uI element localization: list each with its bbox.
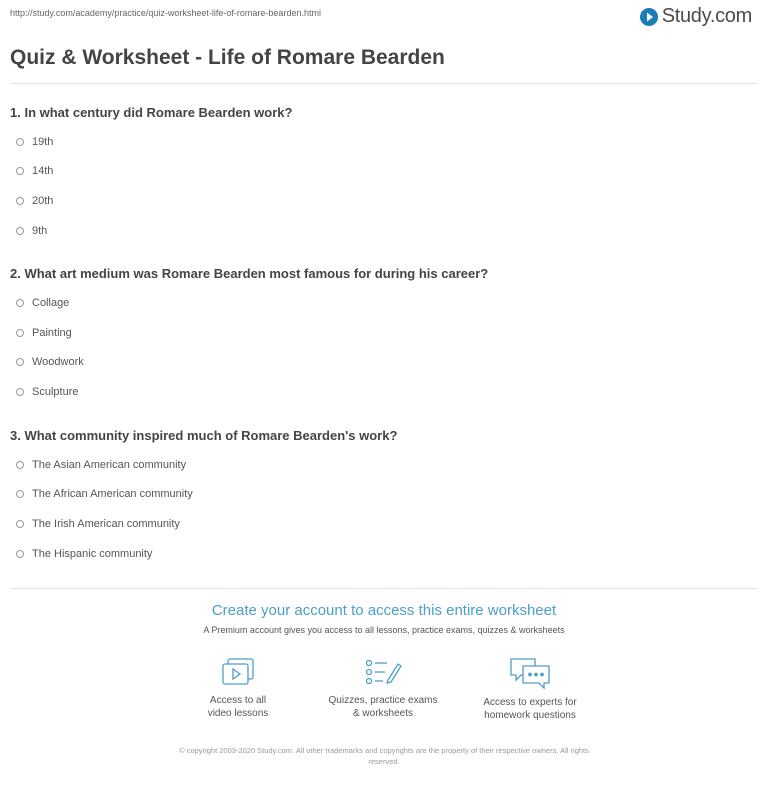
q2-choice-4[interactable]	[16, 386, 78, 398]
feature-text	[460, 696, 600, 722]
page-url: http://study.com/academy/practice/quiz-worksheet-life-of-romare-bearden.html	[10, 8, 321, 18]
feature-line: Access to all	[209, 695, 267, 706]
radio-button[interactable]	[16, 490, 24, 498]
footer-line: © copyright 2003-2020 Study.com. All other trademarks and copyrights are the property of their respective owners. All rights	[179, 746, 589, 755]
feature-line: video lessons	[207, 708, 269, 719]
radio-button[interactable]	[16, 299, 24, 307]
question-2: 2. What art medium was Romare Bearden most famous for during his career?	[10, 266, 489, 281]
study-logo[interactable]	[639, 5, 752, 28]
feature-quizzes	[313, 656, 453, 720]
choice-label: Sculpture	[32, 386, 79, 398]
cta-title[interactable]: Create your account to access this entire worksheet	[211, 602, 557, 619]
choice-label: 9th	[32, 225, 48, 237]
choice-label: Painting	[32, 327, 72, 339]
radio-button[interactable]	[16, 167, 24, 175]
feature-text	[168, 694, 308, 720]
radio-button[interactable]	[16, 329, 24, 337]
q3-choice-4[interactable]	[16, 548, 152, 560]
chat-icon	[508, 656, 552, 690]
footer-copyright	[140, 745, 628, 767]
choice-label: The Hispanic community	[32, 548, 153, 560]
feature-line: homework questions	[484, 710, 576, 721]
choice-label: The Asian American community	[32, 459, 187, 471]
cta-divider	[10, 588, 758, 589]
feature-video-lessons	[168, 656, 308, 720]
radio-button[interactable]	[16, 358, 24, 366]
study-logo-icon	[639, 7, 659, 27]
radio-button[interactable]	[16, 138, 24, 146]
q1-choice-4[interactable]	[16, 225, 47, 237]
radio-button[interactable]	[16, 197, 24, 205]
radio-button[interactable]	[16, 520, 24, 528]
q1-choice-2[interactable]	[16, 165, 53, 177]
q3-choice-3[interactable]	[16, 518, 180, 530]
choice-label: The Irish American community	[32, 518, 180, 530]
radio-button[interactable]	[16, 461, 24, 469]
q3-choice-1[interactable]	[16, 459, 186, 471]
q2-choice-2[interactable]	[16, 327, 72, 339]
choice-label: 19th	[32, 136, 54, 148]
footer-line: reserved.	[368, 757, 400, 766]
page-title: Quiz & Worksheet - Life of Romare Bearden	[10, 46, 445, 69]
radio-button[interactable]	[16, 227, 24, 235]
q1-choice-1[interactable]	[16, 136, 53, 148]
video-icon	[220, 656, 256, 688]
feature-line: & worksheets	[352, 708, 414, 719]
q2-choice-3[interactable]	[16, 356, 84, 368]
feature-line: Quizzes, practice exams	[328, 695, 438, 706]
checklist-icon	[363, 656, 403, 688]
q2-choice-1[interactable]	[16, 297, 69, 309]
choice-label: The African American community	[32, 488, 193, 500]
question-3: 3. What community inspired much of Romare Bearden's work?	[10, 428, 398, 443]
choice-label: 14th	[32, 165, 54, 177]
choice-label: 20th	[32, 195, 54, 207]
cta-subtitle: A Premium account gives you access to all lessons, practice exams, quizzes & worksheets	[203, 625, 565, 635]
title-divider	[10, 83, 758, 84]
radio-button[interactable]	[16, 550, 24, 558]
choice-label: Collage	[32, 297, 70, 309]
feature-line: Access to experts for	[483, 697, 577, 708]
feature-experts	[460, 656, 600, 722]
radio-button[interactable]	[16, 388, 24, 396]
q3-choice-2[interactable]	[16, 488, 193, 500]
q1-choice-3[interactable]	[16, 195, 53, 207]
study-logo-text: Study.com	[661, 5, 752, 27]
question-1: 1. In what century did Romare Bearden work?	[10, 105, 293, 120]
feature-text	[313, 694, 453, 720]
choice-label: Woodwork	[32, 356, 84, 368]
